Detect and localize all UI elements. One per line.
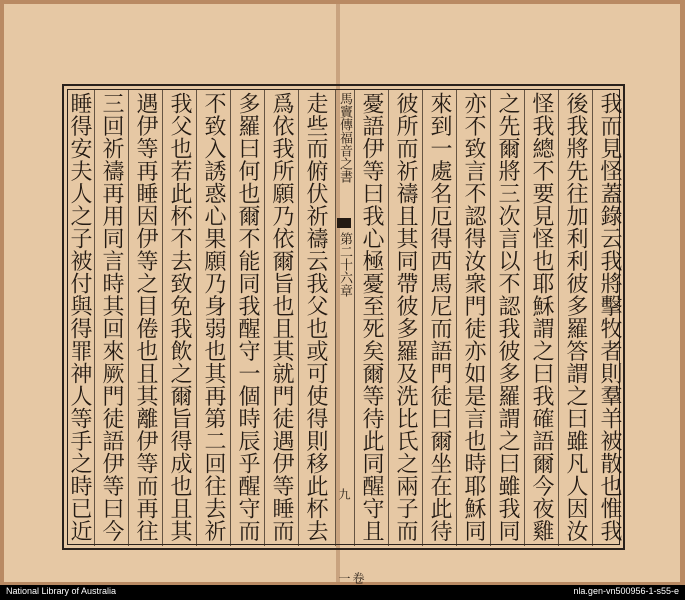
text-column: 我而見怪蓋錄云我將擊牧者則羣羊被散也惟我 bbox=[597, 92, 622, 542]
text-column: 遇伊等再睡因伊等之目倦也且其離伊等而再往 bbox=[133, 92, 158, 542]
column-rule bbox=[388, 90, 389, 546]
text-column: 多羅曰何也爾不能同我醒守一個時辰乎醒守而 bbox=[235, 92, 260, 542]
column-rule bbox=[230, 90, 231, 546]
text-column: 來到一處名厄得西馬尼而語門徒曰爾坐在此待 bbox=[427, 92, 452, 542]
column-rule bbox=[162, 90, 163, 546]
column-rule bbox=[128, 90, 129, 546]
text-column: 怪我總不要見怪也耶穌謂之曰我確語爾今夜雞 bbox=[529, 92, 554, 542]
library-credit: National Library of Australia bbox=[6, 586, 117, 596]
item-id: nla.gen-vn500956-1-s55-e bbox=[573, 586, 679, 596]
book-title: 馬竇傳福音之書 bbox=[337, 92, 352, 183]
column-rule bbox=[490, 90, 491, 546]
column-rule bbox=[196, 90, 197, 546]
column-rule bbox=[422, 90, 423, 546]
text-column: 走些而俯伏祈禱云我父也或可使得則移此杯去 bbox=[303, 92, 328, 542]
page-number: 九 bbox=[337, 488, 351, 500]
chapter-label: 第二十六章 bbox=[337, 232, 352, 297]
column-rule bbox=[264, 90, 265, 546]
text-column: 後我將先往加利利彼多羅答謂之曰雖凡人因汝 bbox=[563, 92, 588, 542]
column-rule bbox=[354, 90, 355, 546]
text-column: 憂語伊等曰我心極憂至死矣爾等待此同醒守且 bbox=[359, 92, 384, 542]
text-column: 三回祈禱再用同言時其回來厥門徒語伊等曰今 bbox=[99, 92, 124, 542]
column-rule bbox=[335, 90, 336, 546]
column-rule bbox=[558, 90, 559, 546]
text-column: 彼所而祈禱且其同帶彼多羅及洗比氏之兩子而 bbox=[393, 92, 418, 542]
column-rule bbox=[524, 90, 525, 546]
column-rule bbox=[94, 90, 95, 546]
text-column: 不致入誘惑心果願乃身弱也其再第二回往去祈 bbox=[201, 92, 226, 542]
text-column: 之先爾將三次言以不認我彼多羅謂之曰雖我同 bbox=[495, 92, 520, 542]
column-rule bbox=[298, 90, 299, 546]
column-rule bbox=[456, 90, 457, 546]
text-column: 睡得安夫人之子被付與得罪神人等手之時已近 bbox=[67, 92, 92, 542]
text-column: 爲依我所願乃依爾旨也且其就門徒遇伊等睡而 bbox=[269, 92, 294, 542]
column-rule bbox=[592, 90, 593, 546]
text-column: 亦不致言不認得汝衆門徒亦如是言也時耶穌同 bbox=[461, 92, 486, 542]
text-column: 我父也若此杯不去致免我飲之爾旨得成也且其 bbox=[167, 92, 192, 542]
center-margin bbox=[337, 92, 365, 584]
volume-label: 卷一 bbox=[337, 572, 365, 584]
fishtail-mark bbox=[337, 218, 351, 228]
credit-bar bbox=[0, 585, 685, 600]
